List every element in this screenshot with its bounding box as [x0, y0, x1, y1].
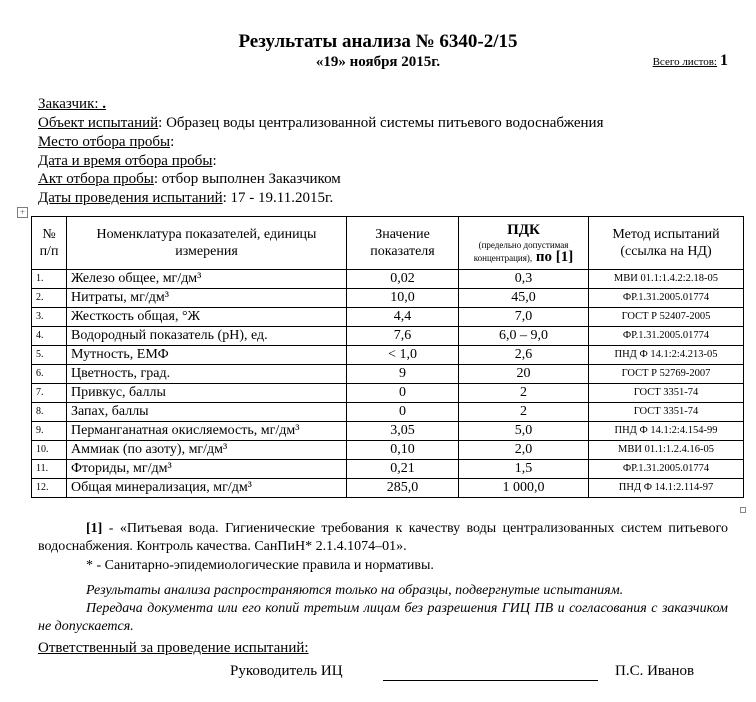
row-method: ПНД Ф 14.1:2:4.213-05	[589, 346, 744, 365]
row-indicator: Железо общее, мг/дм³	[67, 270, 347, 289]
footnote-reference	[38, 520, 728, 556]
row-pdk: 6,0 – 9,0	[459, 327, 589, 346]
table-row	[32, 384, 744, 403]
row-number: 12.	[32, 479, 67, 498]
row-indicator: Привкус, баллы	[67, 384, 347, 403]
row-value: 285,0	[347, 479, 459, 498]
header-method: Метод испытаний (ссылка на НД)	[589, 217, 744, 270]
table-row	[32, 270, 744, 289]
row-indicator: Аммиак (по азоту), мг/дм³	[67, 441, 347, 460]
row-pdk: 0,3	[459, 270, 589, 289]
row-number: 1.	[32, 270, 67, 289]
note-transfer-restriction: Передача документа или его копий третьим лицам без разрешения ГИЦ ПВ и согласования с заказчиком не допускается.	[38, 601, 728, 634]
row-number: 5.	[32, 346, 67, 365]
act-value: : отбор выполнен Заказчиком	[153, 171, 341, 187]
customer-line	[38, 95, 106, 114]
row-pdk: 2	[459, 403, 589, 422]
dates-line	[38, 189, 333, 208]
table-row	[32, 403, 744, 422]
object-label: Объект испытаний	[38, 115, 159, 131]
row-pdk: 2	[459, 384, 589, 403]
responsible-label: Ответственный за проведение испытаний:	[38, 640, 309, 656]
row-method: ГОСТ 3351-74	[589, 384, 744, 403]
row-value: 3,05	[347, 422, 459, 441]
row-pdk: 2,6	[459, 346, 589, 365]
row-method: ФР.1.31.2005.01774	[589, 327, 744, 346]
header-value: Значение показателя	[347, 217, 459, 270]
row-number: 10.	[32, 441, 67, 460]
row-indicator: Общая минерализация, мг/дм³	[67, 479, 347, 498]
place-label: Место отбора пробы	[38, 134, 171, 150]
row-indicator: Перманганатная окисляемость, мг/дм³	[67, 422, 347, 441]
footnote-text: - «Питьевая вода. Гигиенические требования к качеству воды централизованных систем питьевого водоснабжения. Контроль качества. СанПиН* 2.1.4.1074–01».	[38, 521, 728, 554]
row-value: 0	[347, 403, 459, 422]
row-pdk: 45,0	[459, 289, 589, 308]
row-value: 0	[347, 384, 459, 403]
customer-value: .	[98, 96, 107, 112]
row-pdk: 20	[459, 365, 589, 384]
sheets-label: Всего листов:	[652, 56, 717, 68]
table-header-row	[32, 217, 744, 270]
row-indicator: Фториды, мг/дм³	[67, 460, 347, 479]
row-value: 0,02	[347, 270, 459, 289]
table-row	[32, 289, 744, 308]
row-number: 2.	[32, 289, 67, 308]
table-row	[32, 308, 744, 327]
footnote-mark: [1]	[86, 521, 103, 536]
row-method: МВИ 01.1:1.2.4.16-05	[589, 441, 744, 460]
row-value: 9	[347, 365, 459, 384]
datetime-value: :	[212, 153, 217, 169]
row-method: ГОСТ 3351-74	[589, 403, 744, 422]
row-indicator: Водородный показатель (рН), ед.	[67, 327, 347, 346]
row-indicator: Нитраты, мг/дм³	[67, 289, 347, 308]
row-pdk: 5,0	[459, 422, 589, 441]
sheets-count	[653, 52, 728, 70]
document-date: «19» ноября 2015г.	[315, 54, 441, 70]
row-indicator: Цветность, град.	[67, 365, 347, 384]
table-row	[32, 479, 744, 498]
act-line	[38, 170, 341, 189]
row-method: ГОСТ Р 52769-2007	[589, 365, 744, 384]
table-resize-handle-icon[interactable]	[740, 507, 746, 513]
header-pdk-ref: по [1]	[532, 249, 574, 265]
header-num: № п/п	[32, 217, 67, 270]
dates-value: : 17 - 19.11.2015г.	[222, 190, 334, 206]
row-indicator: Запах, баллы	[67, 403, 347, 422]
datetime-line	[38, 152, 217, 171]
row-pdk: 1,5	[459, 460, 589, 479]
row-value: 0,21	[347, 460, 459, 479]
place-line	[38, 133, 174, 152]
row-number: 7.	[32, 384, 67, 403]
datetime-label: Дата и время отбора пробы	[38, 153, 213, 169]
object-value: : Образец воды централизованной системы питьевого водоснабжения	[158, 115, 604, 131]
row-method: МВИ 01.1:1.4.2:2.18-05	[589, 270, 744, 289]
row-number: 9.	[32, 422, 67, 441]
header-name: Номенклатура показателей, единицы измерения	[67, 217, 347, 270]
row-indicator: Мутность, ЕМФ	[67, 346, 347, 365]
header-pdk-title: ПДК	[507, 222, 540, 238]
signer-role: Руководитель ИЦ	[230, 663, 343, 679]
note-results-scope: Результаты анализа распространяются только на образцы, подвергнутые испытаниям.	[86, 583, 624, 598]
place-value: :	[170, 134, 175, 150]
row-method: ПНД Ф 14.1:2.114-97	[589, 479, 744, 498]
row-value: 0,10	[347, 441, 459, 460]
results-table	[31, 216, 744, 498]
row-value: 4,4	[347, 308, 459, 327]
table-row	[32, 365, 744, 384]
signer-name: П.С. Иванов	[615, 663, 695, 679]
dates-label: Даты проведения испытаний	[38, 190, 223, 206]
document-title: Результаты анализа № 6340-2/15	[238, 31, 518, 52]
row-number: 8.	[32, 403, 67, 422]
row-value: 10,0	[347, 289, 459, 308]
table-row	[32, 441, 744, 460]
table-row	[32, 346, 744, 365]
table-row	[32, 422, 744, 441]
row-pdk: 1 000,0	[459, 479, 589, 498]
row-method: ФР.1.31.2005.01774	[589, 289, 744, 308]
row-value: 7,6	[347, 327, 459, 346]
row-method: ГОСТ Р 52407-2005	[589, 308, 744, 327]
row-pdk: 2,0	[459, 441, 589, 460]
signature-line	[383, 680, 598, 681]
row-pdk: 7,0	[459, 308, 589, 327]
row-number: 11.	[32, 460, 67, 479]
object-line	[38, 114, 603, 133]
table-move-handle-icon[interactable]: +	[17, 207, 28, 218]
row-number: 3.	[32, 308, 67, 327]
row-method: ПНД Ф 14.1:2:4.154-99	[589, 422, 744, 441]
row-indicator: Жесткость общая, °Ж	[67, 308, 347, 327]
row-method: ФР.1.31.2005.01774	[589, 460, 744, 479]
table-row	[32, 460, 744, 479]
row-value: < 1,0	[347, 346, 459, 365]
act-label: Акт отбора пробы	[38, 171, 154, 187]
row-number: 4.	[32, 327, 67, 346]
header-pdk	[459, 217, 589, 270]
footnote-star: * - Санитарно-эпидемиологические правила и нормативы.	[86, 558, 434, 573]
row-number: 6.	[32, 365, 67, 384]
header-pdk-sub: (предельно допустимая концентрация),	[473, 240, 569, 263]
table-row	[32, 327, 744, 346]
sheets-number: 1	[720, 52, 728, 69]
customer-label: Заказчик:	[38, 96, 99, 112]
